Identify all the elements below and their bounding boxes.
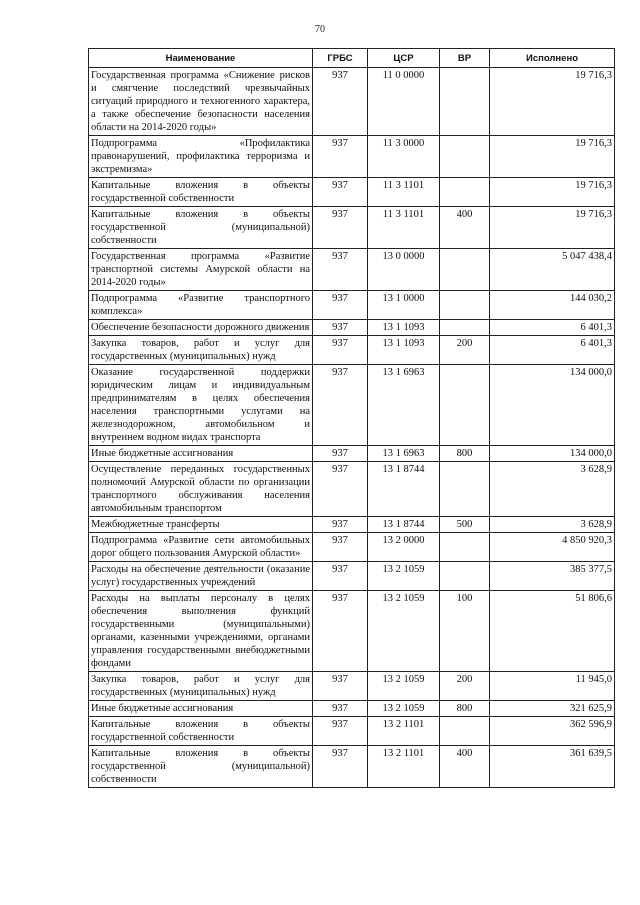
grbs-cell: 937	[313, 178, 368, 207]
csr-cell: 13 1 0000	[368, 291, 440, 320]
table-row	[89, 746, 615, 788]
vr-cell: 500	[440, 517, 490, 533]
name-cell: Обеспечение безопасности дорожного движения	[89, 320, 313, 336]
vr-cell	[440, 365, 490, 446]
grbs-cell: 937	[313, 672, 368, 701]
header-csr: ЦСР	[368, 49, 440, 68]
name-cell: Капитальные вложения в объекты государственной (муниципальной) собственности	[89, 207, 313, 249]
executed-cell: 19 716,3	[490, 178, 615, 207]
table-row	[89, 249, 615, 291]
grbs-cell: 937	[313, 701, 368, 717]
table-row	[89, 207, 615, 249]
table-row	[89, 517, 615, 533]
grbs-cell: 937	[313, 533, 368, 562]
grbs-cell: 937	[313, 207, 368, 249]
grbs-cell: 937	[313, 365, 368, 446]
name-cell: Капитальные вложения в объекты государственной собственности	[89, 178, 313, 207]
csr-cell: 13 2 1059	[368, 591, 440, 672]
vr-cell	[440, 320, 490, 336]
table-row	[89, 672, 615, 701]
name-cell: Закупка товаров, работ и услуг для государственных (муниципальных) нужд	[89, 336, 313, 365]
grbs-cell: 937	[313, 249, 368, 291]
vr-cell	[440, 717, 490, 746]
vr-cell: 200	[440, 336, 490, 365]
executed-cell: 51 806,6	[490, 591, 615, 672]
executed-cell: 3 628,9	[490, 462, 615, 517]
grbs-cell: 937	[313, 68, 368, 136]
vr-cell	[440, 291, 490, 320]
name-cell: Закупка товаров, работ и услуг для государственных (муниципальных) нужд	[89, 672, 313, 701]
vr-cell: 800	[440, 446, 490, 462]
csr-cell: 13 2 1101	[368, 717, 440, 746]
budget-table	[88, 48, 615, 788]
vr-cell: 100	[440, 591, 490, 672]
table-row	[89, 291, 615, 320]
table-row	[89, 591, 615, 672]
grbs-cell: 937	[313, 517, 368, 533]
table-row	[89, 717, 615, 746]
vr-cell	[440, 178, 490, 207]
name-cell: Расходы на обеспечение деятельности (оказание услуг) государственных учреждений	[89, 562, 313, 591]
grbs-cell: 937	[313, 291, 368, 320]
executed-cell: 19 716,3	[490, 68, 615, 136]
executed-cell: 3 628,9	[490, 517, 615, 533]
header-vr: ВР	[440, 49, 490, 68]
csr-cell: 13 2 1101	[368, 746, 440, 788]
csr-cell: 13 2 0000	[368, 533, 440, 562]
grbs-cell: 937	[313, 320, 368, 336]
grbs-cell: 937	[313, 446, 368, 462]
table-header-row	[89, 49, 615, 68]
csr-cell: 13 1 1093	[368, 320, 440, 336]
header-name: Наименование	[89, 49, 313, 68]
grbs-cell: 937	[313, 136, 368, 178]
table-row	[89, 68, 615, 136]
table-row	[89, 336, 615, 365]
name-cell: Капитальные вложения в объекты государственной (муниципальной) собственности	[89, 746, 313, 788]
executed-cell: 321 625,9	[490, 701, 615, 717]
name-cell: Капитальные вложения в объекты государственной собственности	[89, 717, 313, 746]
table-row	[89, 562, 615, 591]
csr-cell: 13 1 1093	[368, 336, 440, 365]
vr-cell	[440, 533, 490, 562]
executed-cell: 362 596,9	[490, 717, 615, 746]
name-cell: Осуществление переданных государственных полномочий Амурской области по организации транспортного обслуживания населения автомобильным транспортом	[89, 462, 313, 517]
csr-cell: 11 0 0000	[368, 68, 440, 136]
name-cell: Иные бюджетные ассигнования	[89, 446, 313, 462]
executed-cell: 134 000,0	[490, 446, 615, 462]
csr-cell: 13 2 1059	[368, 672, 440, 701]
csr-cell: 13 2 1059	[368, 701, 440, 717]
table-row	[89, 178, 615, 207]
name-cell: Оказание государственной поддержки юридическим лицам и индивидуальным предпринимателям в целях обеспечения населения транспортными услугами на железнодорожном, автомобильном и внутреннем водном видах транспорта	[89, 365, 313, 446]
table-row	[89, 462, 615, 517]
grbs-cell: 937	[313, 746, 368, 788]
vr-cell	[440, 68, 490, 136]
executed-cell: 6 401,3	[490, 336, 615, 365]
table-row	[89, 365, 615, 446]
grbs-cell: 937	[313, 717, 368, 746]
page-number: 70	[315, 24, 325, 35]
name-cell: Межбюджетные трансферты	[89, 517, 313, 533]
vr-cell	[440, 562, 490, 591]
vr-cell	[440, 249, 490, 291]
vr-cell: 400	[440, 746, 490, 788]
csr-cell: 11 3 1101	[368, 178, 440, 207]
vr-cell	[440, 462, 490, 517]
csr-cell: 11 3 1101	[368, 207, 440, 249]
vr-cell: 400	[440, 207, 490, 249]
executed-cell: 5 047 438,4	[490, 249, 615, 291]
name-cell: Подпрограмма «Развитие сети автомобильных дорог общего пользования Амурской области»	[89, 533, 313, 562]
executed-cell: 19 716,3	[490, 136, 615, 178]
table-row	[89, 446, 615, 462]
executed-cell: 4 850 920,3	[490, 533, 615, 562]
csr-cell: 13 1 8744	[368, 462, 440, 517]
executed-cell: 385 377,5	[490, 562, 615, 591]
executed-cell: 6 401,3	[490, 320, 615, 336]
csr-cell: 13 1 8744	[368, 517, 440, 533]
executed-cell: 361 639,5	[490, 746, 615, 788]
grbs-cell: 937	[313, 591, 368, 672]
header-grbs: ГРБС	[313, 49, 368, 68]
grbs-cell: 937	[313, 336, 368, 365]
name-cell: Государственная программа «Развитие транспортной системы Амурской области на 2014-2020 годы»	[89, 249, 313, 291]
table-row	[89, 533, 615, 562]
csr-cell: 13 0 0000	[368, 249, 440, 291]
executed-cell: 19 716,3	[490, 207, 615, 249]
csr-cell: 13 1 6963	[368, 365, 440, 446]
vr-cell	[440, 136, 490, 178]
csr-cell: 11 3 0000	[368, 136, 440, 178]
csr-cell: 13 1 6963	[368, 446, 440, 462]
executed-cell: 134 000,0	[490, 365, 615, 446]
name-cell: Подпрограмма «Профилактика правонарушений, профилактика терроризма и экстремизма»	[89, 136, 313, 178]
name-cell: Государственная программа «Снижение рисков и смягчение последствий чрезвычайных ситуаций природного и техногенного характера, а также обеспечение безопасности населения области на 2014-2020 годы»	[89, 68, 313, 136]
table-row	[89, 320, 615, 336]
executed-cell: 144 030,2	[490, 291, 615, 320]
name-cell: Подпрограмма «Развитие транспортного комплекса»	[89, 291, 313, 320]
header-executed: Исполнено	[490, 49, 615, 68]
name-cell: Иные бюджетные ассигнования	[89, 701, 313, 717]
csr-cell: 13 2 1059	[368, 562, 440, 591]
table-row	[89, 701, 615, 717]
executed-cell: 11 945,0	[490, 672, 615, 701]
vr-cell: 800	[440, 701, 490, 717]
grbs-cell: 937	[313, 562, 368, 591]
vr-cell: 200	[440, 672, 490, 701]
grbs-cell: 937	[313, 462, 368, 517]
name-cell: Расходы на выплаты персоналу в целях обеспечения выполнения функций государственными (муниципальными) органами, казенными учреждениями, органами управления государственными внебюджетными фондами	[89, 591, 313, 672]
table-row	[89, 136, 615, 178]
